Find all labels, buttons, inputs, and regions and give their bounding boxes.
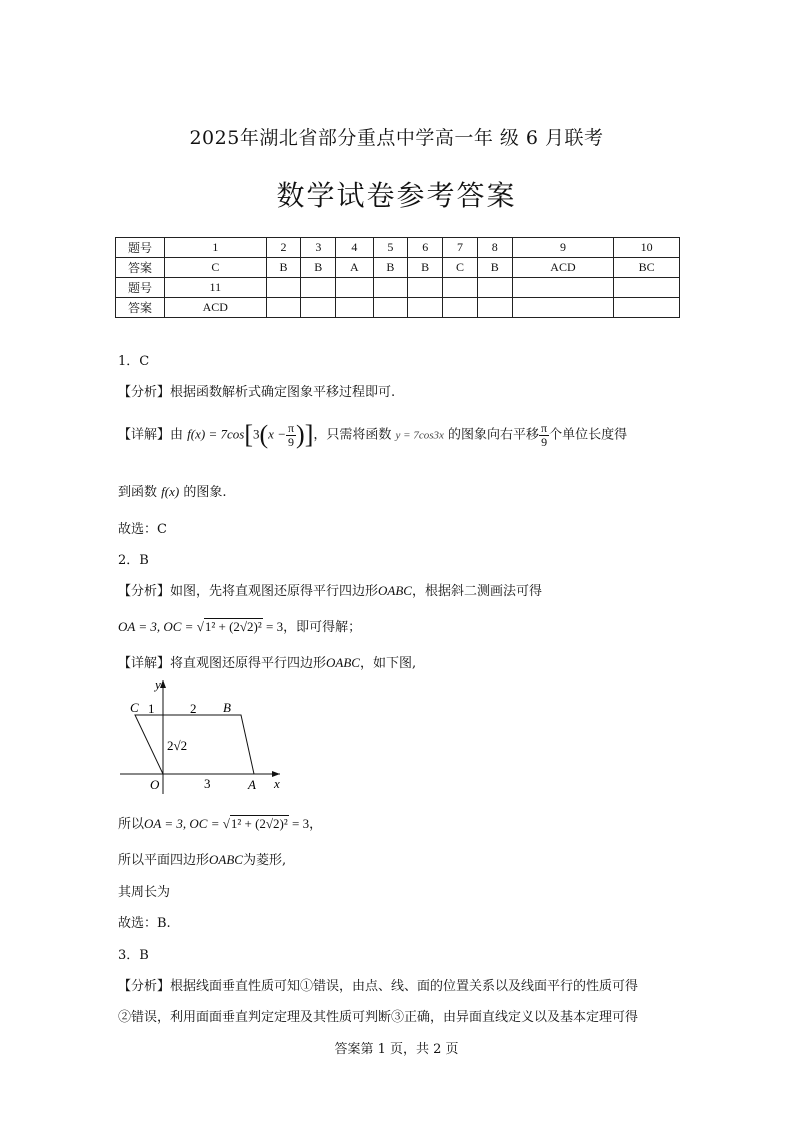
sqrt-content: 1² + (2√2)² — [230, 816, 288, 831]
table-cell: 题号 — [116, 278, 165, 298]
formula-x: x − — [268, 426, 286, 442]
table-row — [116, 278, 680, 298]
table-cell — [443, 278, 478, 298]
label-c: C — [130, 700, 139, 715]
table-cell: B — [477, 258, 512, 278]
parallelogram-figure — [118, 676, 288, 796]
table-cell: 7 — [443, 238, 478, 258]
detail-text: 的图象向右平移 — [448, 427, 540, 443]
label-a: A — [248, 777, 256, 792]
table-cell — [477, 298, 512, 318]
formula-oabc: OABC — [326, 655, 360, 670]
q1-heading: 1．C — [118, 354, 150, 369]
table-cell: 2 — [266, 238, 301, 258]
table-cell: 10 — [614, 238, 680, 258]
table-cell — [443, 298, 478, 318]
bracket-right: ] — [304, 420, 314, 449]
table-cell: BC — [614, 258, 680, 278]
table-cell: 5 — [373, 238, 408, 258]
analysis-text: 根据函数解析式确定图象平移过程即可. — [170, 385, 396, 400]
label-one: 1 — [148, 701, 155, 716]
exam-title: 2025年湖北省部分重点中学高一年 级 6 月联考 — [189, 127, 604, 149]
table-cell — [373, 298, 408, 318]
q2-equation: OA = 3, OC = √1² + (2√2)² = 3，即可得解； — [118, 619, 362, 635]
table-cell — [614, 278, 680, 298]
table-cell — [512, 298, 614, 318]
table-cell: ACD — [165, 298, 267, 318]
table-cell — [266, 278, 301, 298]
detail-text: ，只需将函数 — [313, 427, 392, 443]
table-cell: 9 — [512, 238, 614, 258]
label-y: y — [155, 677, 161, 692]
table-cell — [301, 298, 336, 318]
paren-right: ) — [296, 420, 305, 449]
analysis-tag: 【分析】 — [118, 979, 171, 994]
q2-result-1: 所以OA = 3, OC = √1² + (2√2)² = 3， — [118, 816, 323, 832]
q1-analysis — [118, 381, 395, 400]
label-three: 3 — [204, 776, 211, 791]
q2-perimeter: 其周长为 — [118, 885, 171, 900]
table-cell: C — [165, 258, 267, 278]
q3-analysis-line1: 【分析】根据线面垂直性质可知①错误，由点、线、面的位置关系以及线面平行的性质可得 — [118, 979, 639, 994]
fraction-pi-9: $\frac{\pi}{9}$ — [287, 420, 295, 449]
q2-choice: 故选：B. — [118, 916, 171, 931]
detail-text: 个单位长度得 — [549, 427, 628, 443]
table-cell: 3 — [301, 238, 336, 258]
table-cell — [512, 278, 614, 298]
formula-oabc: OABC — [209, 852, 243, 867]
detail-text: 由 — [170, 427, 184, 443]
q3-analysis-line2: ②错误，利用面面垂直判定定理及其性质可判断③正确，由异面直线定义以及基本定理可得 — [118, 1010, 639, 1025]
label-x: x — [274, 776, 280, 791]
table-cell: 题号 — [116, 238, 165, 258]
table-cell — [408, 298, 443, 318]
q2-detail: 【详解】将直观图还原得平行四边形OABC，如下图, — [118, 655, 417, 671]
analysis-tag: 【分析】 — [118, 385, 171, 400]
table-cell — [373, 278, 408, 298]
sqrt-content: 1² + (2√2)² — [204, 619, 262, 634]
formula-y: y = 7cos3x — [395, 429, 444, 442]
formula-oabc: OABC — [378, 583, 412, 598]
answer-key-title: 数学试卷参考答案 — [276, 179, 517, 212]
answer-table — [115, 237, 680, 318]
q1-detail — [118, 420, 627, 450]
table-cell: B — [301, 258, 336, 278]
label-b: B — [223, 700, 231, 715]
detail-tag: 【详解】 — [118, 427, 171, 443]
table-cell: B — [266, 258, 301, 278]
sqrt-sign: √ — [222, 816, 230, 831]
table-row — [116, 298, 680, 318]
q3-heading: 3．B — [118, 948, 149, 963]
label-2root2: 2√2 — [167, 738, 188, 753]
table-cell: ACD — [512, 258, 614, 278]
table-cell: C — [443, 258, 478, 278]
table-cell — [408, 278, 443, 298]
table-cell: 4 — [336, 238, 373, 258]
parallelogram-oabc — [135, 715, 254, 774]
table-cell: 11 — [165, 278, 267, 298]
detail-tag: 【详解】 — [118, 656, 171, 671]
fraction-pi-9: $\frac{\pi}{9}$ — [541, 420, 548, 449]
formula-fx: f(x) — [161, 484, 180, 499]
table-row — [116, 258, 680, 278]
table-cell: 8 — [477, 238, 512, 258]
q2-analysis: 【分析】如图，先将直观图还原得平行四边形OABC，根据斜二测画法可得 — [118, 583, 542, 599]
q2-heading: 2．B — [118, 553, 149, 568]
table-cell — [266, 298, 301, 318]
q1-choice: 故选：C — [118, 522, 167, 537]
table-cell: 答案 — [116, 298, 165, 318]
table-cell — [336, 278, 373, 298]
label-two: 2 — [190, 701, 197, 716]
sqrt-sign: √ — [196, 619, 204, 634]
formula-coef: 3 — [253, 426, 260, 442]
table-cell — [336, 298, 373, 318]
table-cell: 6 — [408, 238, 443, 258]
table-cell: B — [373, 258, 408, 278]
table-cell: A — [336, 258, 373, 278]
analysis-tag: 【分析】 — [118, 584, 171, 599]
table-row — [116, 238, 680, 258]
formula-fx: f(x) = 7cos — [187, 426, 245, 442]
q1-detail-cont: 到函数 f(x) 的图象. — [118, 484, 227, 500]
table-cell — [477, 278, 512, 298]
table-cell — [614, 298, 680, 318]
label-o: O — [150, 777, 160, 792]
bracket-left: [ — [244, 420, 253, 449]
paren-left: ( — [259, 420, 269, 449]
y-axis-arrow — [160, 680, 166, 688]
table-cell: 1 — [165, 238, 267, 258]
table-cell: 答案 — [116, 258, 165, 278]
table-cell — [301, 278, 336, 298]
table-cell: B — [408, 258, 443, 278]
page-footer: 答案第 1 页，共 2 页 — [334, 1042, 459, 1057]
q2-result-2: 所以平面四边形OABC为菱形, — [118, 852, 287, 868]
